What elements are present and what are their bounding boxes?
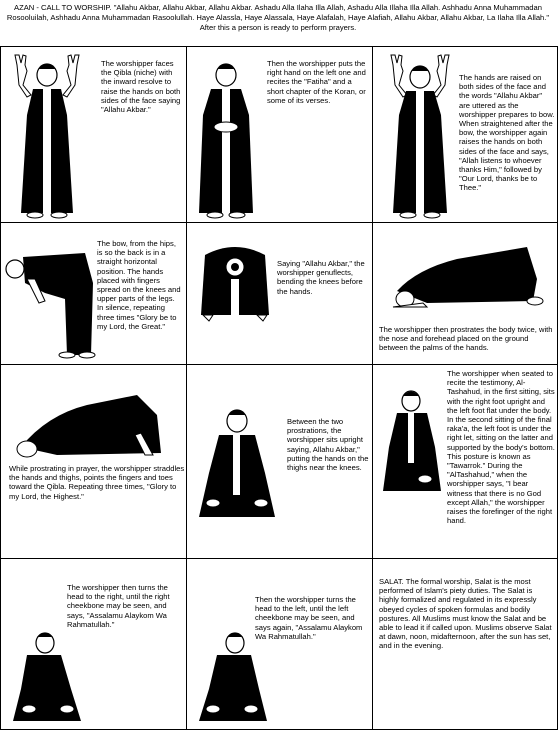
step-2-text: Then the worshipper puts the right hand on the left one and recites the "Fatiha" and a short chapter of the Koran, or some of its verses. (267, 59, 366, 105)
prostrating-figure (387, 239, 547, 311)
salat-description-panel (373, 559, 557, 729)
sitting-turn-left-figure (195, 629, 271, 725)
step-7-panel (1, 365, 186, 558)
step-3-panel (373, 47, 557, 222)
step-11-text: Then the worshipper turns the head to the left, until the left cheekbone may be seen, and says again, "Assalamu Alaykom Wa Rahmatullah." (255, 595, 363, 641)
step-2-panel (187, 47, 372, 222)
genuflecting-figure (199, 245, 271, 325)
step-5-text: Saying "Allahu Akbar," the worshipper genuflects, bending the knees before the hands. (277, 259, 365, 296)
step-9-text-content: The worshipper when seated to recite the testimony, Al-Tashahud, in the first sitting, sits with the right foot upright and the left foot flat under the body. In the second sitting of the final raka'a, the left foot is under the right let, sitting on the latter and supported by the body's bottom. This posture is known as "Tawarrok." During the "AlTashahud," when the worshipper says, "I bear witness that there is no God except Allah," the worshipper raises the forefinger of the right hand. (447, 369, 555, 526)
step-1-panel (1, 47, 186, 222)
step-10-panel (1, 559, 186, 729)
step-8-text: Between the two prostrations, the worshipper sits upright saying, Allahu Akbar," putting the hands on the thighs near the knees. (287, 417, 369, 473)
prostrating-side-figure (7, 385, 167, 461)
step-8-panel (187, 365, 372, 558)
standing-hands-folded-figure (191, 55, 261, 220)
step-9-text (375, 369, 555, 525)
sitting-turn-right-figure (9, 629, 85, 725)
step-7-text: While prostrating in prayer, the worshipper straddles the hands and thighs, points the fingers and toes toward the Qibla. Repeating three times, "Glory to my Lord, the Highest." (9, 464, 185, 501)
step-1-text: The worshipper faces the Qibla (niche) with the inward resolve to raise the hands on both sides of the face saying "Allahu Akbar." (101, 59, 181, 115)
sitting-upright-figure (195, 403, 279, 523)
step-10-text: The worshipper then turns the head to the right, until the right cheekbone may be seen, and says, "Assalamu Alaykom Wa Rahmatullah." (67, 583, 170, 629)
step-4-text: The bow, from the hips, is so the back is in a straight horizontal position. The hands placed with fingers spread on the knees and upper parts of the legs. In silence, repeating three times "Glory be to my Lord, the Great." (97, 239, 181, 331)
standing-hands-raised-figure (7, 55, 87, 220)
step-3-text: The hands are raised on both sides of the face and the words "Allahu Akbar" are uttered as the worshipper prepares to bow. When straightened after the bow, the worshipper again raises the hands on both sides of the face and says, "Allah listens to whoever thanks Him," followed by "Our Lord, thanks be to Thee." (459, 73, 555, 193)
step-6-panel (373, 223, 557, 364)
step-9-panel (373, 365, 557, 558)
azan-header: AZAN - CALL TO WORSHIP. "Allahu Akbar, Allahu Akbar, Allahu Akbar. Ashadu Alla Ilaha Illa Allah, Ashadu Alla Illaha Illa Allah. Ashhadu Anna Muhammadan Rosooluilah, Ashhadu Anna Muhammadan Rasoolullah. Haye Alassla, Haye Alassala, Haye Alafalah, Haye Alafiah, Allahu Akbar, Allahu Akbar, La Ilaha Illa Allah." After this a person is ready to perform prayers. (6, 3, 550, 33)
salat-description-text: SALAT. The formal worship, Salat is the most performed of Islam's piety duties. The Salat is highly formalized and regulated in its expressly obeyed cycles of spoken formulas and bodily postures. All Muslims must know the Salat and be able to lead it if called upon. Muslims observe Salat at dawn, noon, midafternoon, after the sun has set, and in the evening. (379, 577, 552, 651)
step-11-panel (187, 559, 372, 729)
bowing-figure (5, 243, 97, 358)
standing-hands-raised-figure-2 (381, 55, 459, 220)
step-5-panel (187, 223, 372, 364)
step-4-panel (1, 223, 186, 364)
step-6-text: The worshipper then prostrates the body twice, with the nose and forehead placed on the ground between the palms of the hands. (379, 325, 553, 353)
